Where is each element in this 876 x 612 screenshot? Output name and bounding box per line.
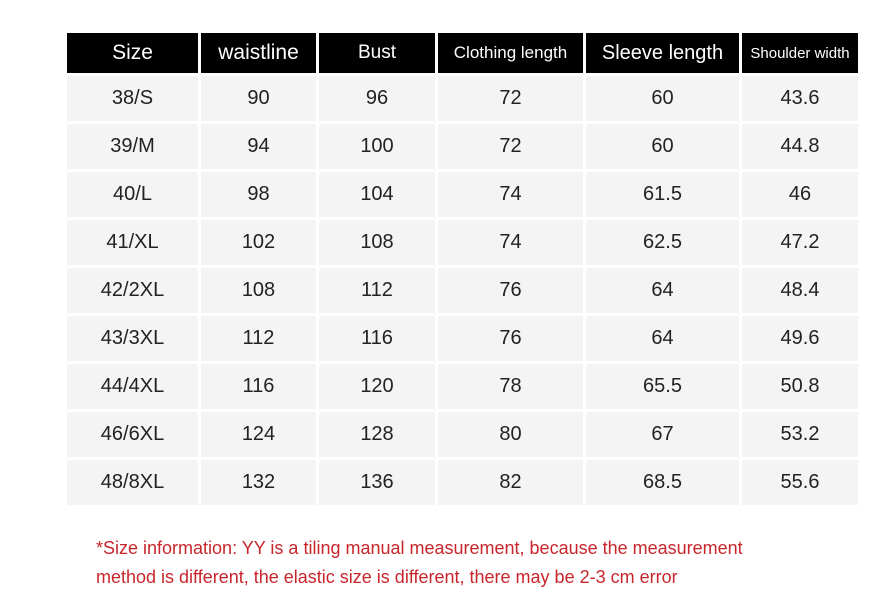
cell-clothing-length: 72 [438,76,583,121]
cell-waistline: 90 [201,76,316,121]
table-row [67,364,858,409]
table-row [67,460,858,505]
cell-bust: 96 [319,76,435,121]
cell-size: 39/M [67,124,198,169]
cell-sleeve-length: 67 [586,412,739,457]
note-line-1: *Size information: YY is a tiling manual measurement, because the measurement [96,538,743,558]
cell-waistline: 112 [201,316,316,361]
table-row [67,220,858,265]
cell-shoulder-width: 48.4 [742,268,858,313]
cell-size: 38/S [67,76,198,121]
header-clothing-length: Clothing length [438,33,583,73]
cell-shoulder-width: 55.6 [742,460,858,505]
cell-clothing-length: 72 [438,124,583,169]
cell-clothing-length: 76 [438,316,583,361]
cell-sleeve-length: 65.5 [586,364,739,409]
cell-sleeve-length: 60 [586,124,739,169]
cell-bust: 104 [319,172,435,217]
cell-sleeve-length: 68.5 [586,460,739,505]
table-row [67,124,858,169]
note-line-2: method is different, the elastic size is different, there may be 2-3 cm error [96,567,678,587]
cell-size: 42/2XL [67,268,198,313]
size-table [64,30,861,508]
cell-shoulder-width: 49.6 [742,316,858,361]
cell-clothing-length: 80 [438,412,583,457]
cell-size: 46/6XL [67,412,198,457]
cell-sleeve-length: 62.5 [586,220,739,265]
cell-bust: 136 [319,460,435,505]
header-sleeve-length: Sleeve length [586,33,739,73]
cell-shoulder-width: 44.8 [742,124,858,169]
cell-sleeve-length: 60 [586,76,739,121]
cell-shoulder-width: 47.2 [742,220,858,265]
cell-waistline: 132 [201,460,316,505]
cell-size: 43/3XL [67,316,198,361]
cell-sleeve-length: 64 [586,268,739,313]
header-bust: Bust [319,33,435,73]
table-row [67,412,858,457]
cell-bust: 112 [319,268,435,313]
cell-shoulder-width: 53.2 [742,412,858,457]
cell-shoulder-width: 43.6 [742,76,858,121]
cell-shoulder-width: 46 [742,172,858,217]
cell-clothing-length: 74 [438,172,583,217]
table-row [67,268,858,313]
cell-waistline: 102 [201,220,316,265]
cell-shoulder-width: 50.8 [742,364,858,409]
cell-bust: 116 [319,316,435,361]
cell-clothing-length: 82 [438,460,583,505]
cell-waistline: 108 [201,268,316,313]
cell-waistline: 124 [201,412,316,457]
header-shoulder-width: Shoulder width [742,33,858,73]
cell-bust: 100 [319,124,435,169]
cell-sleeve-length: 61.5 [586,172,739,217]
cell-bust: 120 [319,364,435,409]
cell-clothing-length: 78 [438,364,583,409]
cell-bust: 108 [319,220,435,265]
cell-size: 40/L [67,172,198,217]
size-information-note [96,534,856,592]
header-size: Size [67,33,198,73]
header-waistline: waistline [201,33,316,73]
cell-clothing-length: 74 [438,220,583,265]
cell-size: 44/4XL [67,364,198,409]
header-row [67,33,858,73]
cell-clothing-length: 76 [438,268,583,313]
cell-waistline: 94 [201,124,316,169]
table-row [67,172,858,217]
cell-sleeve-length: 64 [586,316,739,361]
table-row [67,316,858,361]
cell-size: 41/XL [67,220,198,265]
size-chart [64,30,861,508]
cell-waistline: 98 [201,172,316,217]
cell-waistline: 116 [201,364,316,409]
table-row [67,76,858,121]
cell-size: 48/8XL [67,460,198,505]
cell-bust: 128 [319,412,435,457]
